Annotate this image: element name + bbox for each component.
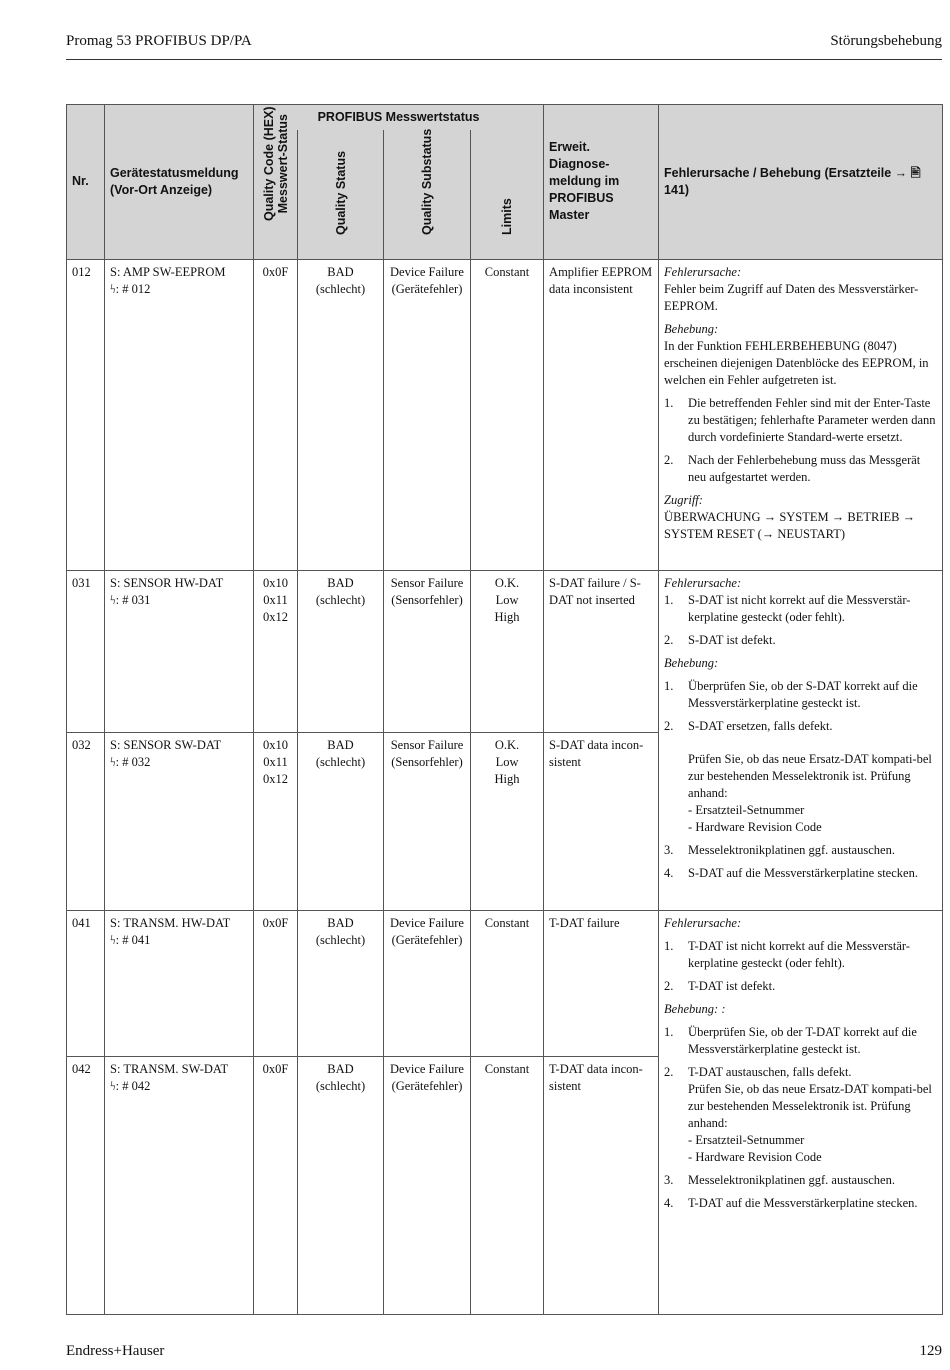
row-sub-line1: Device Failure [390,264,464,279]
remedy-fix-label: Behebung: [664,321,719,336]
remedy-cause-steps [664,938,937,995]
list-item: 2. S-DAT ist defekt. [664,632,776,647]
list-item: 1. T-DAT ist nicht korrekt auf die Messverstär-kerplatine gesteckt (oder fehlt). [664,938,910,970]
col-message [105,105,254,260]
row-remedy [659,259,943,570]
list-item: 1. Überprüfen Sie, ob der T-DAT korrekt auf die Messverstärkerplatine gesteckt ist. [664,1024,917,1056]
table-row [67,570,943,732]
row-nr: 032 [67,732,105,910]
list-item: 3. Messelektronikplatinen ggf. austauschen. [664,1172,895,1187]
page-number: 129 [919,1343,942,1359]
row-message [105,1056,254,1314]
row-nr: 031 [67,570,105,732]
col-quality-status-label: Quality Status [333,150,348,235]
row-message [105,570,254,732]
row-quality-code: 0x10 0x11 0x12 [254,570,298,732]
remedy-cause-label: Fehlerursache: [664,915,742,930]
row-message-line2: ϟ: # 041 [110,932,151,947]
row-message-line1: S: TRANSM. SW-DAT [110,1061,229,1076]
row-quality-code: 0x0F [254,259,298,570]
row-sub-line1: Device Failure [390,1061,464,1076]
list-item: 2. T-DAT austauschen, falls defekt. Prüfen Sie, ob das neue Ersatz-DAT kompati-bel zur bestehenden Messelektronik ist. Prüfung anhand: - Ersatzteil-Setnummer - Hardware Revision Code [664,1064,937,1166]
row-nr: 042 [67,1056,105,1314]
row-quality-status [298,1056,384,1314]
row-quality-status [298,910,384,1056]
row-limits: Constant [471,910,544,1056]
row-quality-status [298,732,384,910]
row-sub-line2: (Gerätefehler) [391,1078,463,1093]
row-diag: S-DAT failure / S-DAT not inserted [544,570,659,732]
remedy-fix-steps [664,1024,937,1212]
col-group-profibus: PROFIBUS Messwertstatus [254,105,544,131]
remedy-more-steps [664,842,937,882]
row-limits: Constant [471,1056,544,1314]
row-message [105,732,254,910]
row-quality-substatus [384,1056,471,1314]
list-item: 2. Nach der Fehlerbehebung muss das Messgerät neu aufgestartet werden. [664,452,921,484]
row-sub-line1: Sensor Failure [390,575,464,590]
row-sub-line1: Device Failure [390,915,464,930]
row-message-line2: ϟ: # 012 [110,281,151,296]
remedy-access-label: Zugriff: [664,492,703,507]
remedy-fix-label: Behebung: : [664,1001,726,1016]
row-status-line1: BAD [327,1061,354,1076]
row-remedy [659,570,943,910]
remedy-step2-head: T-DAT austauschen, falls defekt. [688,1064,852,1079]
row-message [105,910,254,1056]
row-message [105,259,254,570]
row-limits: Constant [471,259,544,570]
remedy-cause-label: Fehlerursache: [664,264,742,279]
remedy-fix-label: Behebung: [664,655,719,670]
row-message-line1: S: TRANSM. HW-DAT [110,915,231,930]
remedy-check-item: - Ersatzteil-Setnummer [688,802,805,817]
row-sub-line2: (Gerätefehler) [391,281,463,296]
row-quality-substatus [384,570,471,732]
col-quality-substatus [384,130,471,259]
row-quality-substatus [384,259,471,570]
row-quality-status [298,259,384,570]
table-head [67,105,943,260]
row-status-line2: (schlecht) [315,932,366,947]
row-limits: O.K. Low High [471,732,544,910]
row-status-line2: (schlecht) [315,1078,366,1093]
table-row [67,910,943,1056]
row-quality-status [298,570,384,732]
list-item: 4. S-DAT auf die Messverstärkerplatine stecken. [664,865,918,880]
row-message-line1: S: SENSOR HW-DAT [110,575,224,590]
row-quality-code: 0x0F [254,1056,298,1314]
remedy-check-item: - Hardware Revision Code [688,819,822,834]
row-sub-line1: Sensor Failure [390,737,464,752]
row-sub-line2: (Gerätefehler) [391,932,463,947]
row-quality-code: 0x10 0x11 0x12 [254,732,298,910]
remedy-check-text: Prüfen Sie, ob das neue Ersatz-DAT kompati-bel zur bestehenden Messelektronik ist. Prüfung anhand: [688,751,932,800]
row-remedy [659,910,943,1314]
row-message-line1: S: AMP SW-EEPROM [110,264,226,279]
row-quality-code: 0x0F [254,910,298,1056]
row-quality-substatus [384,910,471,1056]
col-message-label: Gerätestatusmeldung (Vor-Ort Anzeige) [110,165,239,197]
row-status-line1: BAD [327,915,354,930]
remedy-check-text: Prüfen Sie, ob das neue Ersatz-DAT kompati-bel zur bestehenden Messelektronik ist. Prüfung anhand: [688,1081,932,1130]
row-diag: Amplifier EEPROM data inconsistent [544,259,659,570]
col-quality-substatus-label: Quality Substatus [420,128,434,235]
list-item: 3. Messelektronikplatinen ggf. austauschen. [664,842,895,857]
list-item: 1. Überprüfen Sie, ob der S-DAT korrekt auf die Messverstärkerplatine gesteckt ist. [664,678,918,710]
col-quality-code-line1: Quality Code (HEX) [261,105,276,221]
row-diag: S-DAT data incon-sistent [544,732,659,910]
page-header-title: Promag 53 PROFIBUS DP/PA [66,33,252,49]
col-nr: Nr. [67,105,105,260]
list-item: 1. S-DAT ist nicht korrekt auf die Messverstär-kerplatine gesteckt (oder fehlt). [664,592,911,624]
col-quality-code-line2: Messwert-Status [275,113,290,213]
row-status-line2: (schlecht) [315,754,366,769]
row-status-line2: (schlecht) [315,592,366,607]
row-message-line1: S: SENSOR SW-DAT [110,737,222,752]
table-row [67,259,943,570]
col-diag: Erweit. Diagnose-meldung im PROFIBUS Master [544,105,659,260]
remedy-check-item: - Hardware Revision Code [688,1149,822,1164]
header-rule [66,59,942,60]
remedy-access-text: ÜBERWACHUNG → SYSTEM → BETRIEB → SYSTEM RESET (→ NEUSTART) [664,509,916,541]
col-limits [471,130,544,259]
row-message-line2: ϟ: # 042 [110,1078,151,1093]
remedy-cause-steps [664,592,937,649]
list-item: 1. Die betreffenden Fehler sind mit der Enter-Taste zu bestätigen; fehlerhafte Parameter werden dann durch vordefinierte Standard-werte ersetzt. [664,395,936,444]
remedy-check-item: - Ersatzteil-Setnummer [688,1132,805,1147]
row-status-line2: (schlecht) [315,281,366,296]
col-cause: Fehlerursache / Behebung (Ersatzteile → 🖹 141) [659,105,943,260]
remedy-check-block [664,751,937,836]
row-diag: T-DAT failure [544,910,659,1056]
page-footer-brand: Endress+Hauser [66,1343,165,1359]
row-message-line2: ϟ: # 032 [110,754,151,769]
row-status-line1: BAD [327,737,354,752]
row-status-line1: BAD [327,264,354,279]
row-status-line1: BAD [327,575,354,590]
col-limits-label: Limits [500,197,515,235]
row-diag: T-DAT data incon-sistent [544,1056,659,1314]
list-item: 2. T-DAT ist defekt. [664,978,776,993]
remedy-fix-text: In der Funktion FEHLERBEHEBUNG (8047) erscheinen diejenigen Datenblöcke des EEPROM, in welchen ein Fehler aufgetreten ist. [664,338,929,387]
remedy-fix-steps [664,678,937,735]
col-quality-status [298,130,384,259]
remedy-cause-label: Fehlerursache: [664,575,742,590]
row-limits: O.K. Low High [471,570,544,732]
remedy-steps [664,395,937,486]
row-message-line2: ϟ: # 031 [110,592,151,607]
row-sub-line2: (Sensorfehler) [391,592,463,607]
row-nr: 041 [67,910,105,1056]
col-quality-code [254,105,298,259]
row-nr: 012 [67,259,105,570]
page-header-section: Störungsbehebung [830,33,942,49]
error-table [66,104,943,1315]
row-sub-line2: (Sensorfehler) [391,754,463,769]
list-item: 4. T-DAT auf die Messverstärkerplatine stecken. [664,1195,918,1210]
row-quality-substatus [384,732,471,910]
remedy-cause-text: Fehler beim Zugriff auf Daten des Messverstärker-EEPROM. [664,281,919,313]
list-item: 2. S-DAT ersetzen, falls defekt. [664,718,833,733]
